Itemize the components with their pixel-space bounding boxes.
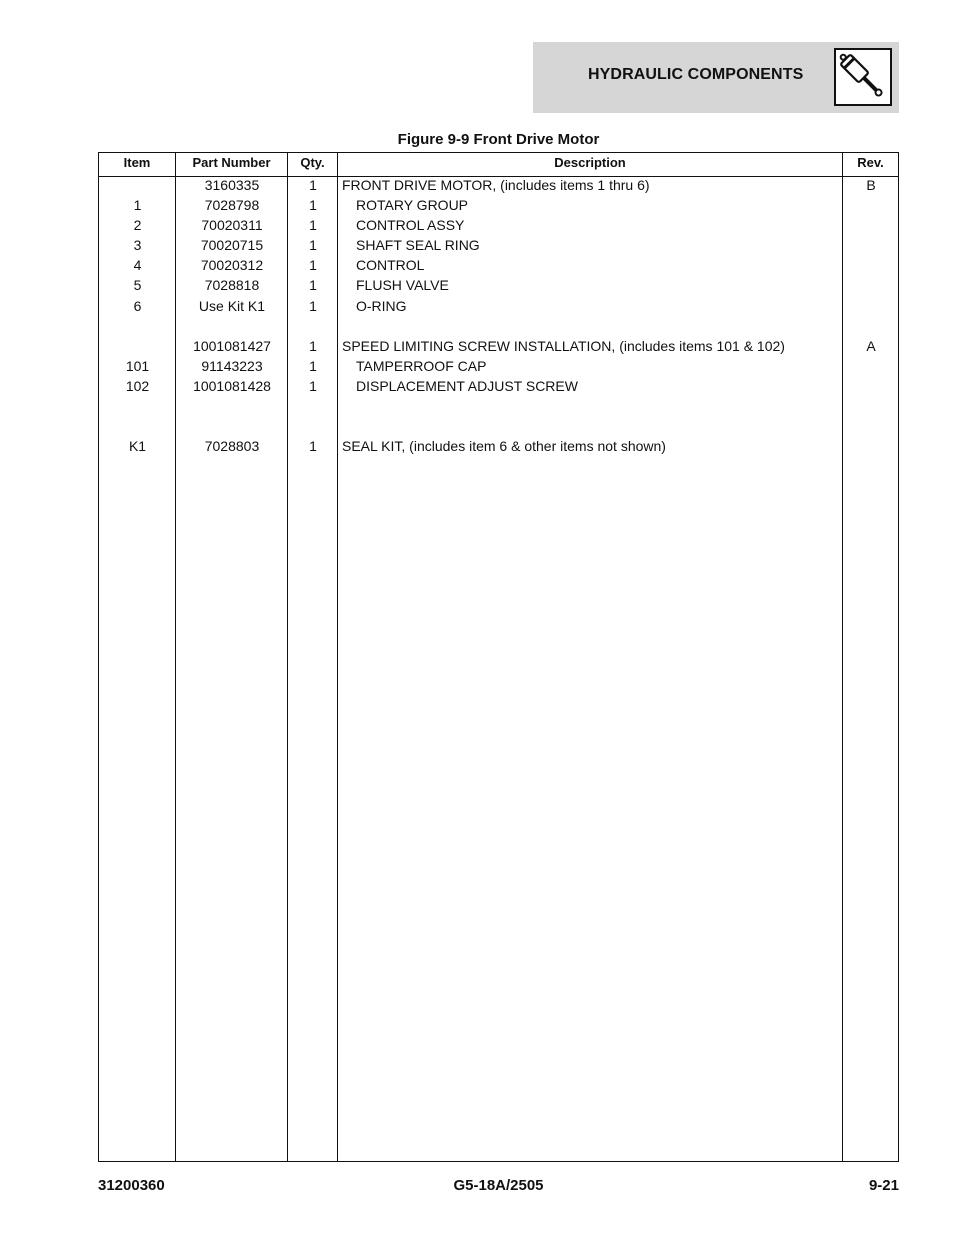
row-qty: 1 bbox=[309, 197, 317, 213]
row-qty: 1 bbox=[309, 378, 317, 394]
row-item: 3 bbox=[133, 237, 142, 253]
footer-model: G5-18A/2505 bbox=[453, 1177, 544, 1194]
table-row bbox=[99, 378, 900, 398]
footer-document-number: 31200360 bbox=[98, 1177, 165, 1194]
row-item: 102 bbox=[125, 378, 150, 394]
table-row bbox=[99, 217, 900, 237]
table-row bbox=[99, 338, 900, 358]
table-row bbox=[99, 257, 900, 277]
column-header-rev: Rev. bbox=[857, 155, 884, 170]
row-qty: 1 bbox=[309, 177, 317, 193]
row-qty: 1 bbox=[309, 338, 317, 354]
table-row bbox=[99, 177, 900, 197]
row-description: DISPLACEMENT ADJUST SCREW bbox=[356, 378, 578, 394]
row-item: 2 bbox=[133, 217, 142, 233]
row-item: 4 bbox=[133, 257, 142, 273]
row-qty: 1 bbox=[309, 257, 317, 273]
table-row bbox=[99, 298, 900, 318]
row-description: O-RING bbox=[356, 298, 407, 314]
row-description: CONTROL ASSY bbox=[356, 217, 465, 233]
row-qty: 1 bbox=[309, 277, 317, 293]
row-part-number: 1001081427 bbox=[193, 338, 271, 354]
row-qty: 1 bbox=[309, 237, 317, 253]
row-part-number: 70020311 bbox=[201, 217, 263, 233]
row-description: TAMPERROOF CAP bbox=[356, 358, 487, 374]
row-item: K1 bbox=[128, 438, 147, 454]
row-description: FLUSH VALVE bbox=[356, 277, 449, 293]
row-item: 6 bbox=[133, 298, 142, 314]
row-description: ROTARY GROUP bbox=[356, 197, 469, 213]
row-item: 1 bbox=[133, 197, 142, 213]
row-rev: A bbox=[866, 338, 876, 354]
row-part-number: 70020312 bbox=[200, 257, 264, 273]
row-part-number: 7028798 bbox=[204, 197, 260, 213]
row-description: SEAL KIT, (includes item 6 & other items not shown) bbox=[342, 438, 666, 454]
row-description: FRONT DRIVE MOTOR, (includes items 1 thru 6) bbox=[342, 177, 650, 193]
row-qty: 1 bbox=[309, 217, 317, 233]
row-item: 5 bbox=[133, 277, 142, 293]
row-part-number: Use Kit K1 bbox=[198, 298, 266, 314]
column-header-description: Description bbox=[554, 155, 626, 170]
row-description: SPEED LIMITING SCREW INSTALLATION, (includes items 101 & 102) bbox=[342, 338, 785, 354]
row-qty: 1 bbox=[309, 438, 317, 454]
row-item: 101 bbox=[125, 358, 150, 374]
row-rev: B bbox=[866, 177, 876, 193]
figure-title: Figure 9-9 Front Drive Motor bbox=[397, 131, 600, 148]
column-header-item: Item bbox=[123, 155, 151, 170]
row-description: CONTROL bbox=[356, 257, 425, 273]
row-part-number: 7028803 bbox=[204, 438, 260, 454]
row-part-number: 1001081428 bbox=[193, 378, 271, 394]
row-part-number: 7028818 bbox=[204, 277, 260, 293]
table-row bbox=[99, 277, 900, 297]
table-row bbox=[99, 237, 900, 257]
row-part-number: 70020715 bbox=[200, 237, 264, 253]
table-row bbox=[99, 358, 900, 378]
table-row bbox=[99, 438, 900, 458]
table-row bbox=[99, 197, 900, 217]
row-qty: 1 bbox=[309, 298, 317, 314]
hydraulic-cylinder-icon bbox=[834, 48, 892, 106]
section-header bbox=[533, 42, 899, 113]
section-title: HYDRAULIC COMPONENTS bbox=[588, 66, 804, 83]
parts-table bbox=[98, 152, 899, 1162]
column-header-part-number: Part Number bbox=[192, 155, 271, 170]
footer-page-number: 9-21 bbox=[868, 1177, 899, 1194]
column-header-qty: Qty. bbox=[300, 155, 325, 170]
row-qty: 1 bbox=[309, 358, 317, 374]
row-description: SHAFT SEAL RING bbox=[356, 237, 480, 253]
row-part-number: 3160335 bbox=[204, 177, 260, 193]
row-part-number: 91143223 bbox=[201, 358, 263, 374]
